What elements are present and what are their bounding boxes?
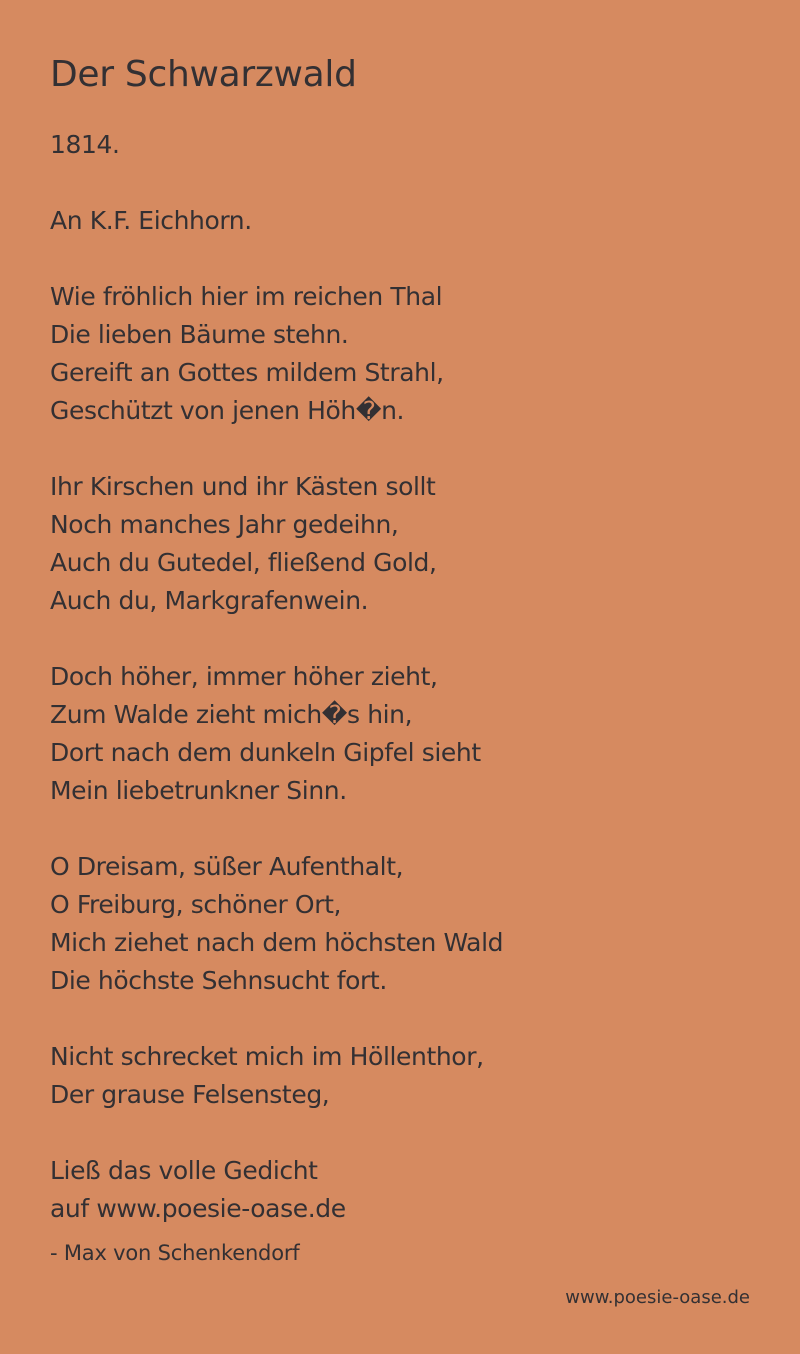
verse-line: Dort nach dem dunkeln Gipfel sieht: [50, 738, 481, 767]
verse-line: Auch du, Markgrafenwein.: [50, 586, 369, 615]
poem-year: 1814.: [50, 130, 120, 159]
verse-line: O Dreisam, süßer Aufenthalt,: [50, 852, 404, 881]
page-title: Der Schwarzwald: [50, 54, 357, 95]
verse-line: Ihr Kirschen und ihr Kästen sollt: [50, 472, 436, 501]
verse-line: Mich ziehet nach dem höchsten Wald: [50, 928, 504, 957]
verse-line: Die lieben Bäume stehn.: [50, 320, 349, 349]
verse-line: Geschützt von jenen Höh�n.: [50, 396, 405, 425]
verse-line: Auch du Gutedel, fließend Gold,: [50, 548, 437, 577]
stanza: [50, 1038, 770, 1114]
verse-line: Mein liebetrunkner Sinn.: [50, 776, 347, 805]
read-more-cta: [50, 1152, 770, 1228]
cta-line: auf www.poesie-oase.de: [50, 1194, 346, 1223]
stanza: [50, 848, 770, 1000]
stanza: [50, 468, 770, 620]
verse-line: Wie fröhlich hier im reichen Thal: [50, 282, 443, 311]
verse-line: Noch manches Jahr gedeihn,: [50, 510, 399, 539]
author-credit: - Max von Schenkendorf: [50, 1241, 300, 1265]
verse-line: Die höchste Sehnsucht fort.: [50, 966, 387, 995]
stanza: [50, 278, 770, 430]
verse-line: Der grause Felsensteg,: [50, 1080, 330, 1109]
poem-dedication: An K.F. Eichhorn.: [50, 206, 252, 235]
verse-line: O Freiburg, schöner Ort,: [50, 890, 342, 919]
cta-line: Ließ das volle Gedicht: [50, 1156, 318, 1185]
poem-body: [50, 126, 770, 1228]
verse-line: Nicht schrecket mich im Höllenthor,: [50, 1042, 484, 1071]
site-watermark: www.poesie-oase.de: [565, 1287, 750, 1308]
verse-line: Doch höher, immer höher zieht,: [50, 662, 438, 691]
verse-line: Zum Walde zieht mich�s hin,: [50, 700, 413, 729]
stanza: [50, 658, 770, 810]
verse-line: Gereift an Gottes mildem Strahl,: [50, 358, 444, 387]
